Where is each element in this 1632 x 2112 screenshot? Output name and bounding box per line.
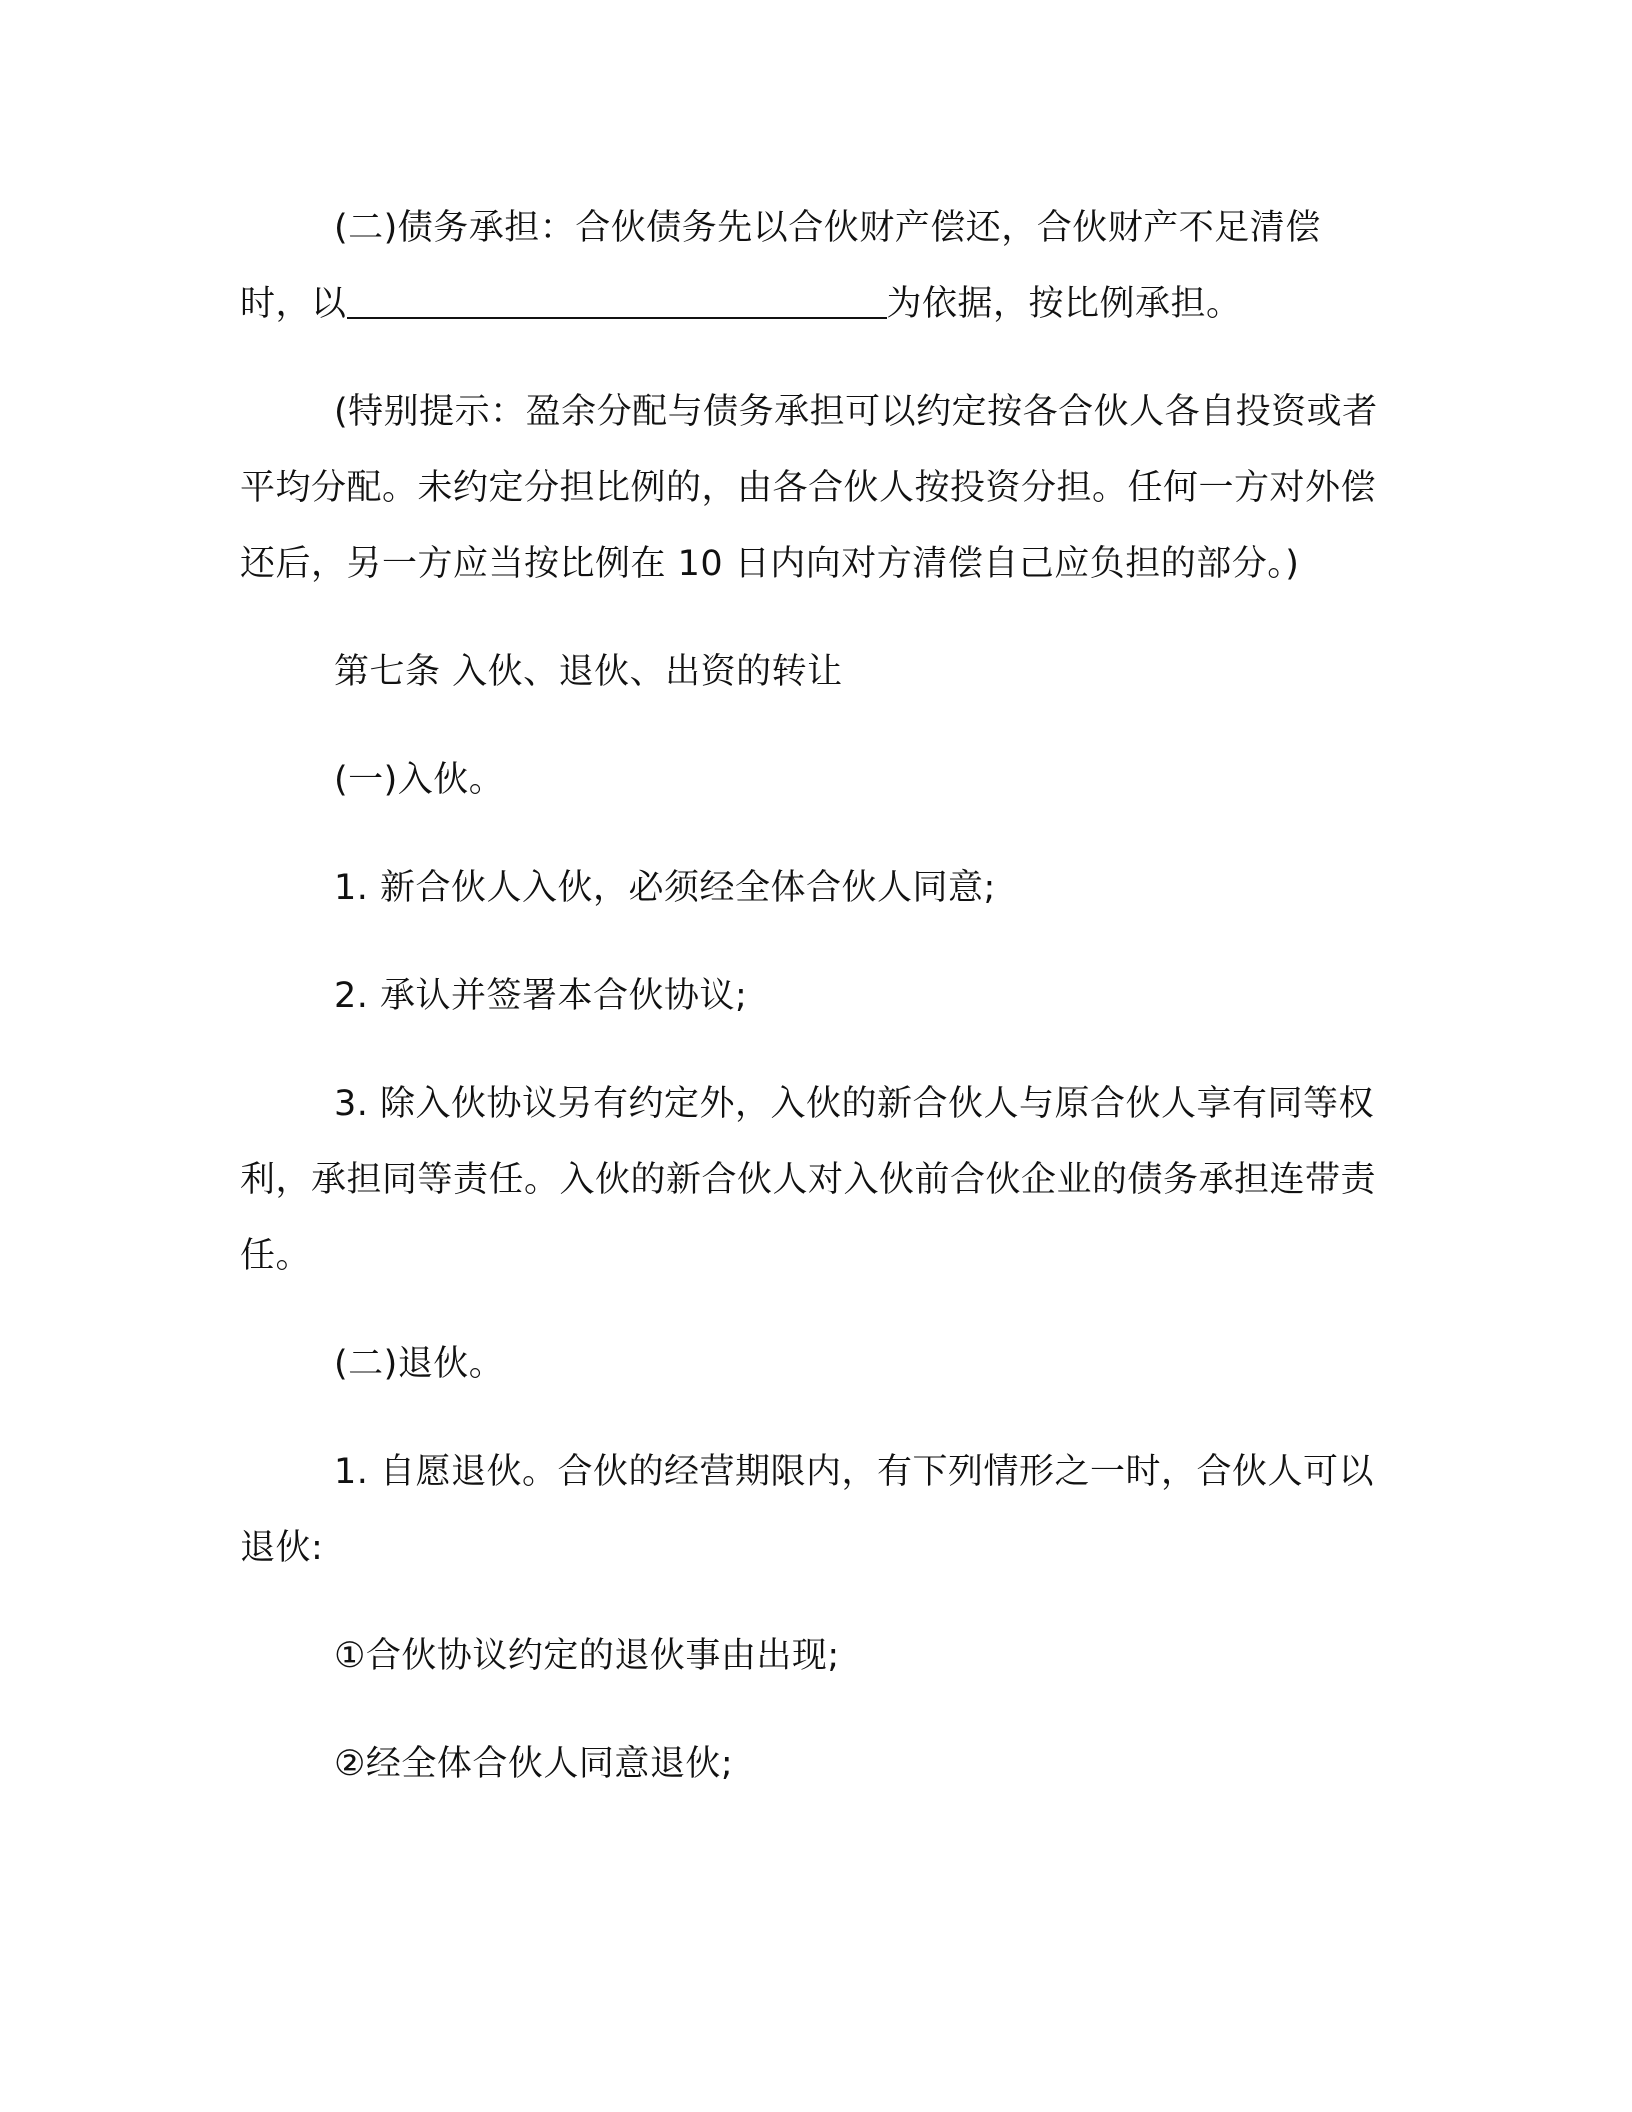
join-heading: (一)入伙。 <box>334 760 505 800</box>
join-item-3: 3. 除入伙协议另有约定外，入伙的新合伙人与原合伙人享有同等权利，承担同等责任。入伙的新合伙人对入伙前合伙企业的债务承担连带责任。 <box>240 1084 1377 1276</box>
debt-clause-text-after: 为依据，按比例承担。 <box>886 284 1242 324</box>
join-item-2: 2. 承认并签署本合伙协议; <box>334 976 748 1016</box>
withdraw-item-1-b: ②经全体合伙人同意退伙; <box>334 1744 734 1784</box>
fill-in-blank <box>347 287 887 319</box>
withdraw-heading: (二)退伙。 <box>334 1344 505 1384</box>
withdraw-item-1: 1. 自愿退伙。合伙的经营期限内，有下列情形之一时，合伙人可以退伙: <box>240 1452 1375 1568</box>
withdraw-item-1-a: ①合伙协议约定的退伙事由出现; <box>334 1636 840 1676</box>
debt-clause-text-before: (二)债务承担：合伙债务先以合伙财产偿还，合伙财产不足清偿时，以 <box>240 208 1321 324</box>
article-7-heading: 第七条 入伙、退伙、出资的转让 <box>334 652 843 692</box>
document-page <box>240 190 1380 1834</box>
join-item-1: 1. 新合伙人入伙，必须经全体合伙人同意; <box>334 868 996 908</box>
debt-clause-paragraph <box>240 190 1380 342</box>
special-note-paragraph: (特别提示：盈余分配与债务承担可以约定按各合伙人各自投资或者平均分配。未约定分担比例的，由各合伙人按投资分担。任何一方对外偿还后，另一方应当按比例在 10 日内向对方清偿自己应负担的部分。) <box>240 392 1378 584</box>
